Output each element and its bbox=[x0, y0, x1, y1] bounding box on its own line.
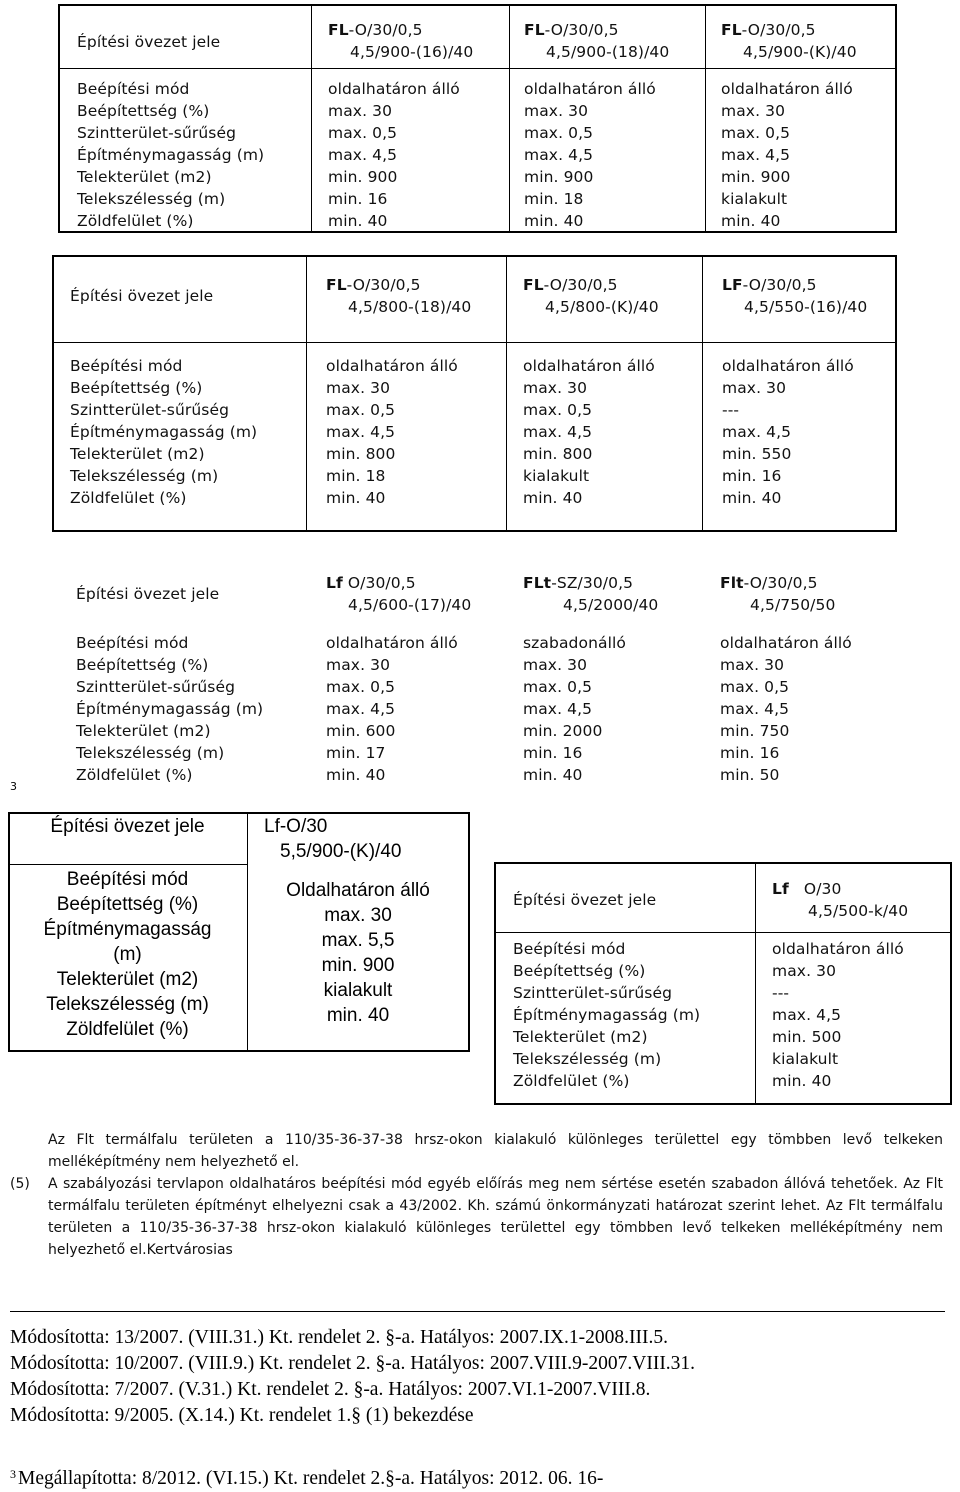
value: oldalhatáron álló bbox=[326, 357, 458, 375]
value: min. 900 bbox=[524, 168, 594, 186]
parameter-values bbox=[523, 355, 655, 509]
value: max. 30 bbox=[722, 379, 787, 397]
zone-code: Lf O/30/0,5 4,5/600-(17)/40 bbox=[326, 574, 472, 614]
paragraph: Az Flt termálfalu területen a 110/35-36-37-38 hrsz-okon kialakuló különleges területtel egy tömbben levő telkeken melléképítmény nem helyezhető el. bbox=[48, 1132, 943, 1170]
footnote-3 bbox=[10, 1461, 603, 1492]
value: --- bbox=[772, 984, 790, 1002]
parameter-values bbox=[772, 938, 904, 1092]
value: min. 40 bbox=[326, 489, 386, 507]
parameter-values bbox=[326, 632, 458, 786]
label: Telekszélesség (m) bbox=[513, 1050, 662, 1068]
zone-code: FL-O/30/0,5 4,5/900-(K)/40 bbox=[721, 21, 857, 61]
value: max. 4,5 bbox=[326, 423, 396, 441]
value: min. 17 bbox=[326, 744, 386, 762]
parameter-values bbox=[722, 355, 854, 509]
value: min. 40 bbox=[722, 489, 782, 507]
value: max. 30 bbox=[326, 379, 391, 397]
footnote-text: Megállapította: 8/2012. (VI.15.) Kt. rendelet 2.§-a. Hatályos: 2012. 06. 16- bbox=[18, 1468, 604, 1489]
value: min. 40 bbox=[721, 212, 781, 230]
value: min. 40 bbox=[772, 1072, 832, 1090]
parameter-labels bbox=[70, 355, 257, 509]
label: Szintterület-sűrűség bbox=[513, 984, 673, 1002]
label: Beépítési mód bbox=[77, 80, 190, 98]
zone-code: Flt-O/30/0,5 4,5/750/50 bbox=[720, 574, 836, 614]
value: max. 30 bbox=[328, 102, 393, 120]
label: Beépítettség (%) bbox=[70, 379, 203, 397]
paragraph: A szabályozási tervlapon oldalhatáros beépítési mód egyéb előírás meg nem sértése esetén szabadon állóvá tehetőek. Az Flt termálfalu területen építményt elhelyezni csak a 43/2002. Kh. számú önkormányzati határozat szerint lehet. Az Flt termálfalu területen a 110/35-36-37-38 hrsz-okon kialakuló különleges területtel egy tömbben levő telkeken melléképítmény nem helyezhető el.Kertvárosias bbox=[48, 1176, 943, 1258]
zone-label: Építési övezet jele bbox=[77, 33, 221, 51]
label: Telekterület (m2) bbox=[77, 168, 212, 186]
value: max. 30 bbox=[772, 962, 837, 980]
value: min. 16 bbox=[328, 190, 388, 208]
label: Szintterület-sűrűség bbox=[70, 401, 230, 419]
label: Építménymagasság (m) bbox=[70, 423, 258, 441]
footnote-list bbox=[10, 1325, 695, 1429]
zone-code: Lf-O/30 5,5/900-(K)/40 bbox=[264, 816, 402, 862]
footnote-mark: 3 bbox=[10, 1467, 16, 1481]
value: oldalhatáron álló bbox=[772, 940, 904, 958]
value: min. 40 bbox=[328, 212, 388, 230]
value: min. 16 bbox=[523, 744, 583, 762]
zone-code: Lf O/30 4,5/500-k/40 bbox=[772, 880, 909, 920]
value: min. 750 bbox=[720, 722, 790, 740]
value: kialakult bbox=[721, 190, 788, 208]
parameter-labels: Beépítési mód Beépítettség (%) Építménymagasság (m) Telekterület (m2) Telekszélesség (m) Zöldfelület (%) bbox=[43, 869, 212, 1040]
footnote: Módosította: 9/2005. (X.14.) Kt. rendelet 1.§ (1) bekezdése bbox=[10, 1405, 474, 1426]
value: max. 30 bbox=[326, 656, 391, 674]
zone-code: FL-O/30/0,5 4,5/800-(K)/40 bbox=[523, 276, 659, 316]
zone-label: Építési övezet jele bbox=[50, 816, 205, 837]
value: min. 500 bbox=[772, 1028, 842, 1046]
value: min. 2000 bbox=[523, 722, 603, 740]
label: Zöldfelület (%) bbox=[70, 489, 187, 507]
label: Telekterület (m2) bbox=[76, 722, 211, 740]
footnote-marker: 3 bbox=[10, 780, 17, 793]
value: max. 30 bbox=[523, 379, 588, 397]
value: max. 4,5 bbox=[523, 700, 593, 718]
label: Telekszélesség (m) bbox=[76, 744, 225, 762]
zone-code: FL-O/30/0,5 4,5/900-(16)/40 bbox=[328, 21, 474, 61]
value: --- bbox=[722, 401, 740, 419]
value: max. 4,5 bbox=[328, 146, 398, 164]
label: Zöldfelület (%) bbox=[76, 766, 193, 784]
value: oldalhatáron álló bbox=[721, 80, 853, 98]
label: Telekszélesség (m) bbox=[70, 467, 219, 485]
value: max. 30 bbox=[523, 656, 588, 674]
zone-label: Építési övezet jele bbox=[513, 891, 657, 909]
value: max. 0,5 bbox=[328, 124, 398, 142]
value: max. 30 bbox=[720, 656, 785, 674]
value: min. 40 bbox=[326, 766, 386, 784]
value: oldalhatáron álló bbox=[524, 80, 656, 98]
parameter-values bbox=[720, 632, 852, 786]
label: Telekterület (m2) bbox=[513, 1028, 648, 1046]
value: max. 0,5 bbox=[523, 678, 593, 696]
value: min. 50 bbox=[720, 766, 780, 784]
zone-label: Építési övezet jele bbox=[70, 287, 214, 305]
value: max. 0,5 bbox=[326, 678, 396, 696]
value: min. 900 bbox=[721, 168, 791, 186]
value: max. 0,5 bbox=[721, 124, 791, 142]
parameter-values: Oldalhatáron álló max. 30 max. 5,5 min. 900 kialakult min. 40 bbox=[286, 880, 430, 1026]
label: Zöldfelület (%) bbox=[77, 212, 194, 230]
value: min. 40 bbox=[524, 212, 584, 230]
value: kialakult bbox=[523, 467, 590, 485]
label: Építménymagasság (m) bbox=[513, 1006, 701, 1024]
zone-code: FLt-SZ/30/0,5 4,5/2000/40 bbox=[523, 574, 659, 614]
value: max. 0,5 bbox=[720, 678, 790, 696]
value: oldalhatáron álló bbox=[720, 634, 852, 652]
value: max. 0,5 bbox=[326, 401, 396, 419]
parameter-values bbox=[524, 78, 656, 232]
zone-code: FL-O/30/0,5 4,5/900-(18)/40 bbox=[524, 21, 670, 61]
label: Beépítési mód bbox=[76, 634, 189, 652]
value: max. 4,5 bbox=[772, 1006, 842, 1024]
value: min. 900 bbox=[328, 168, 398, 186]
value: max. 30 bbox=[721, 102, 786, 120]
footnote: Módosította: 10/2007. (VIII.9.) Kt. rendelet 2. §-a. Hatályos: 2007.VIII.9-2007.VIII.31. bbox=[10, 1353, 696, 1374]
label: Szintterület-sűrűség bbox=[76, 678, 236, 696]
value: min. 550 bbox=[722, 445, 792, 463]
value: min. 18 bbox=[326, 467, 386, 485]
footnote-separator bbox=[10, 1311, 945, 1312]
label: Beépítettség (%) bbox=[76, 656, 209, 674]
parameter-labels bbox=[513, 938, 700, 1092]
value: oldalhatáron álló bbox=[722, 357, 854, 375]
zone-code: LF-O/30/0,5 4,5/550-(16)/40 bbox=[722, 276, 868, 316]
label: Telekterület (m2) bbox=[70, 445, 205, 463]
paragraph-number: (5) bbox=[10, 1176, 30, 1192]
value: max. 0,5 bbox=[524, 124, 594, 142]
value: max. 4,5 bbox=[523, 423, 593, 441]
value: max. 4,5 bbox=[720, 700, 790, 718]
value: oldalhatáron álló bbox=[328, 80, 460, 98]
value: max. 4,5 bbox=[721, 146, 791, 164]
value: min. 16 bbox=[722, 467, 782, 485]
label: Beépítettség (%) bbox=[513, 962, 646, 980]
value: min. 16 bbox=[720, 744, 780, 762]
label: Zöldfelület (%) bbox=[513, 1072, 630, 1090]
value: min. 18 bbox=[524, 190, 584, 208]
value: min. 800 bbox=[523, 445, 593, 463]
label: Építménymagasság (m) bbox=[76, 700, 264, 718]
parameter-values bbox=[523, 632, 626, 786]
value: min. 40 bbox=[523, 489, 583, 507]
value: max. 30 bbox=[524, 102, 589, 120]
parameter-values bbox=[328, 78, 460, 232]
parameter-labels bbox=[77, 78, 264, 232]
value: max. 4,5 bbox=[524, 146, 594, 164]
value: oldalhatáron álló bbox=[523, 357, 655, 375]
zone-label: Építési övezet jele bbox=[76, 585, 220, 603]
value: min. 40 bbox=[523, 766, 583, 784]
label: Szintterület-sűrűség bbox=[77, 124, 237, 142]
value: max. 4,5 bbox=[326, 700, 396, 718]
value: szabadonálló bbox=[523, 634, 626, 652]
label: Beépítési mód bbox=[513, 940, 626, 958]
parameter-values bbox=[721, 78, 853, 232]
label: Telekszélesség (m) bbox=[77, 190, 226, 208]
value: kialakult bbox=[772, 1050, 839, 1068]
value: min. 800 bbox=[326, 445, 396, 463]
footnote: Módosította: 7/2007. (V.31.) Kt. rendelet 2. §-a. Hatályos: 2007.VI.1-2007.VIII.8. bbox=[10, 1379, 651, 1400]
zone-code: FL-O/30/0,5 4,5/800-(18)/40 bbox=[326, 276, 472, 316]
value: oldalhatáron álló bbox=[326, 634, 458, 652]
parameter-values bbox=[326, 355, 458, 509]
value: max. 0,5 bbox=[523, 401, 593, 419]
footnote: Módosította: 13/2007. (VIII.31.) Kt. rendelet 2. §-a. Hatályos: 2007.IX.1-2008.III.5. bbox=[10, 1327, 668, 1348]
value: min. 600 bbox=[326, 722, 396, 740]
label: Beépítettség (%) bbox=[77, 102, 210, 120]
label: Beépítési mód bbox=[70, 357, 183, 375]
parameter-labels bbox=[76, 632, 263, 786]
label: Építménymagasság (m) bbox=[77, 146, 265, 164]
value: max. 4,5 bbox=[722, 423, 792, 441]
